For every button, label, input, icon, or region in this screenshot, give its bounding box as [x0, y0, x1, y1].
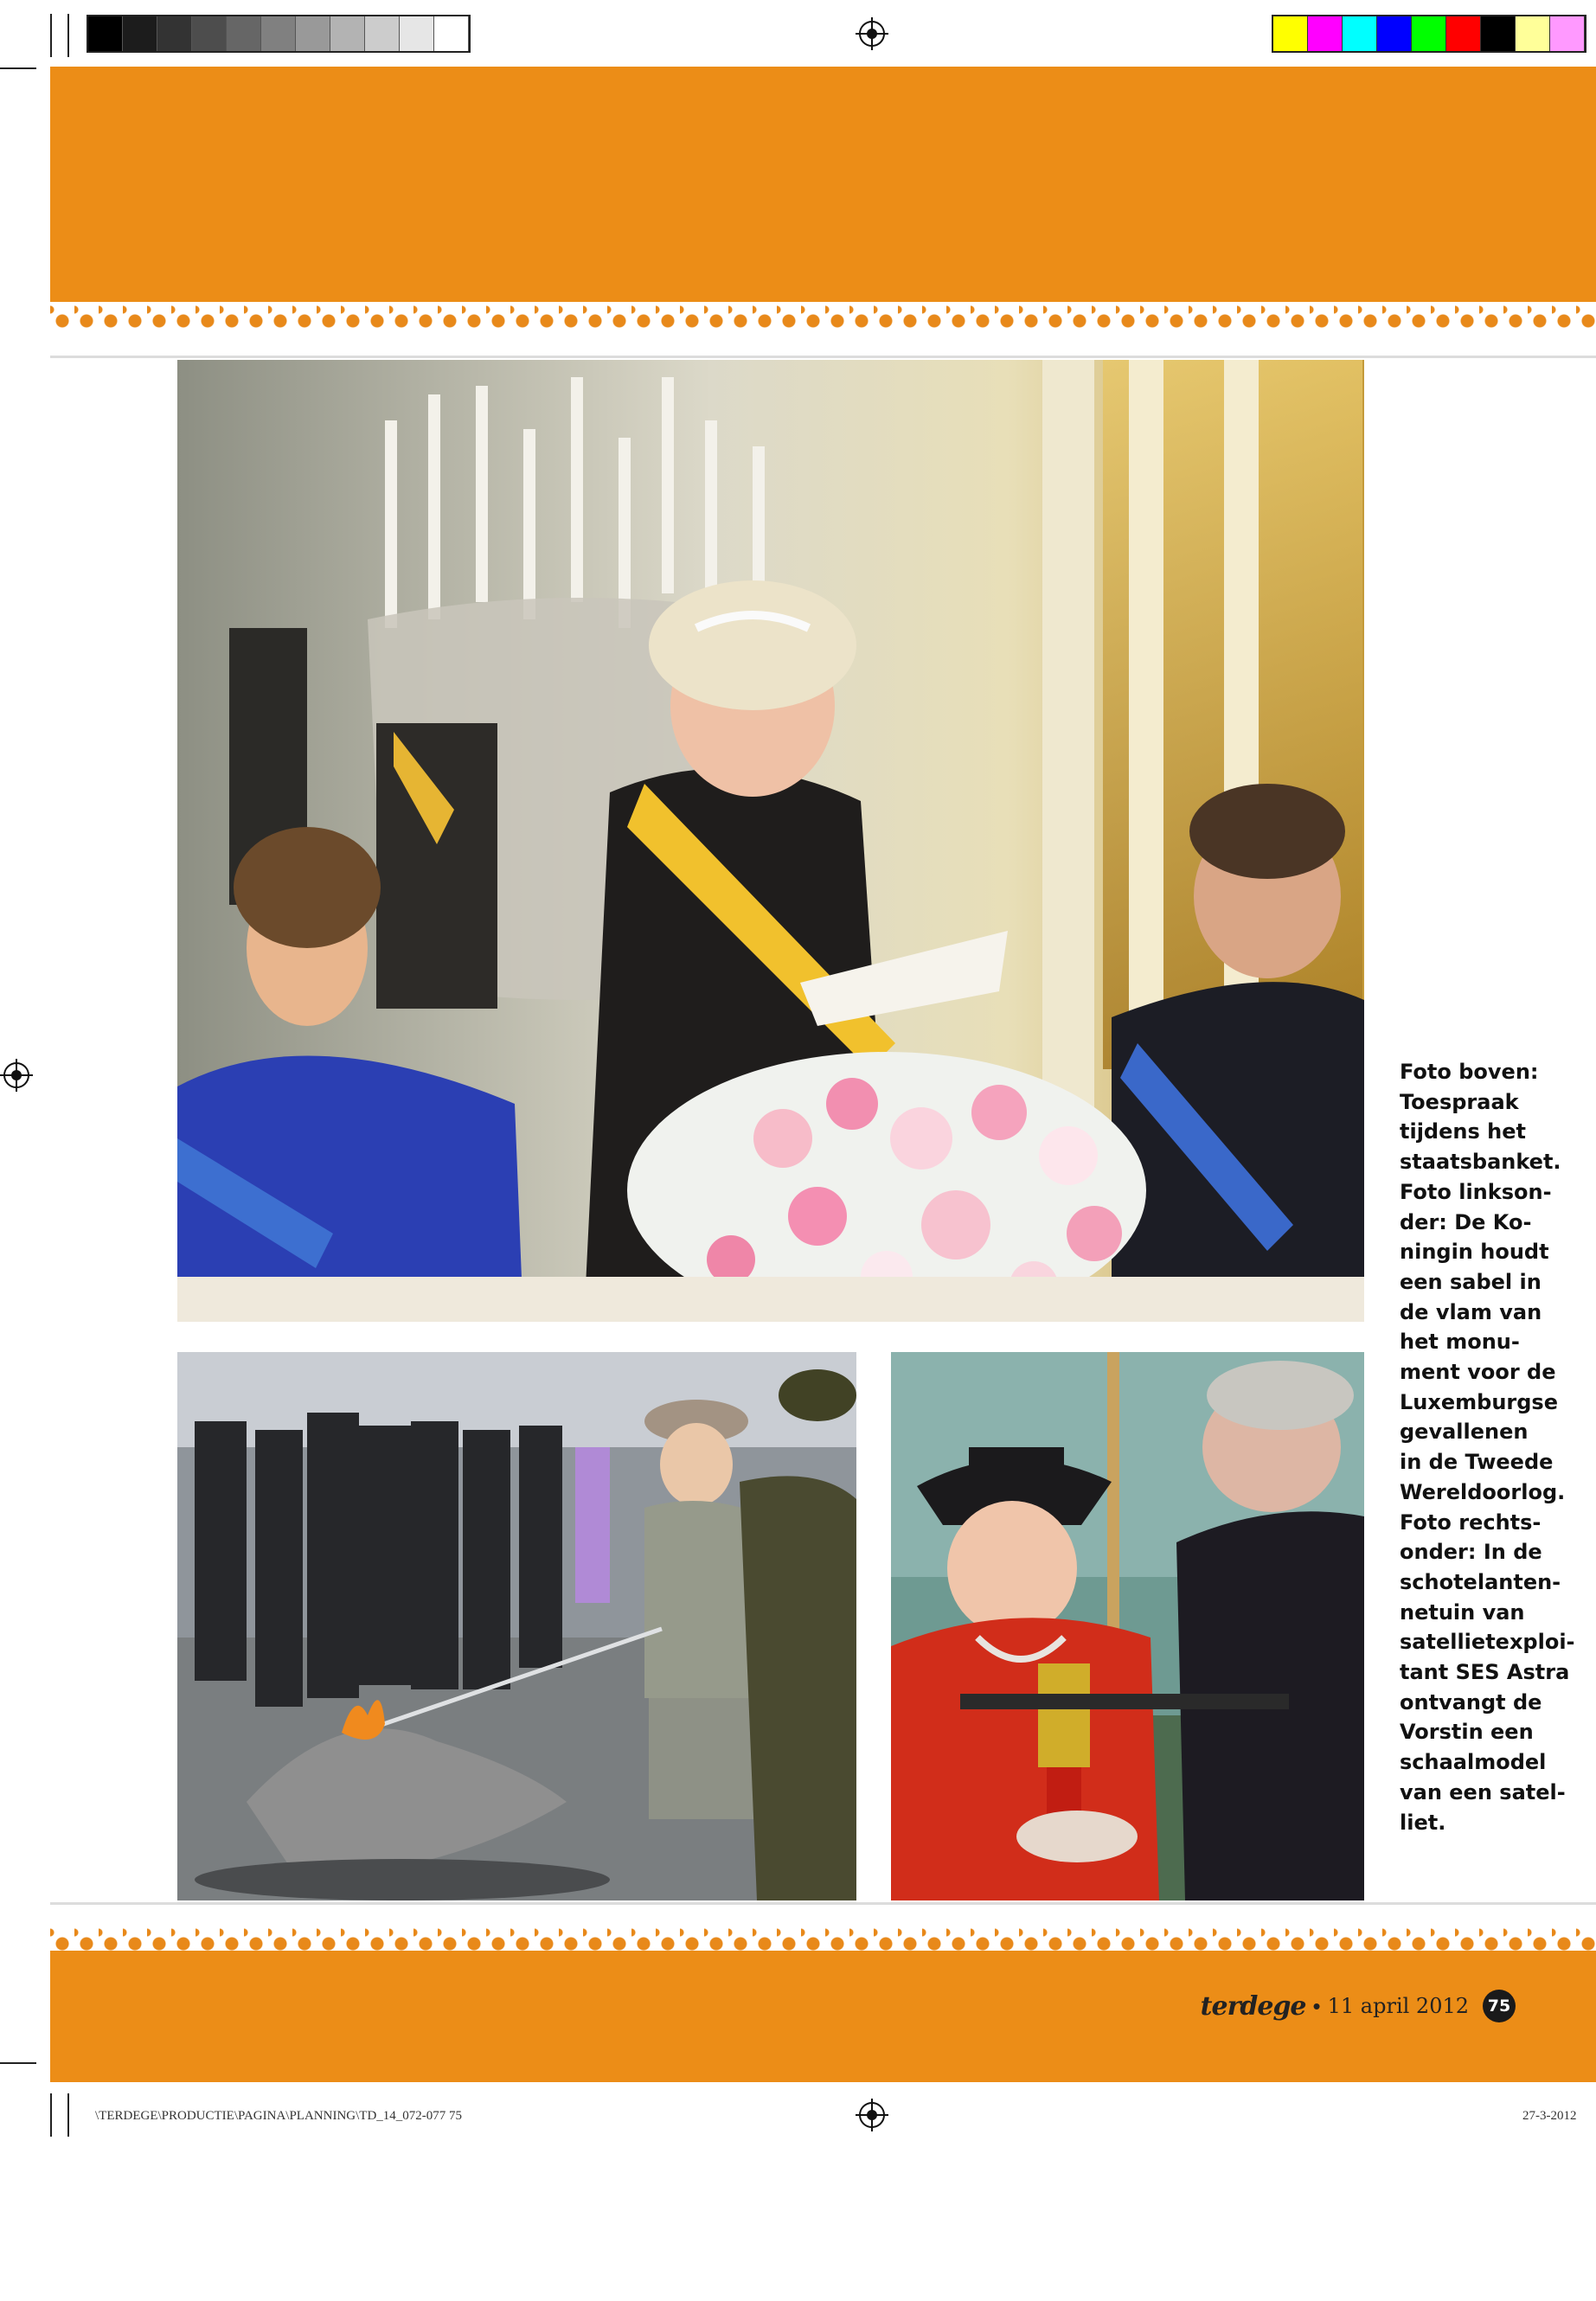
- crop-mark: [67, 14, 69, 57]
- gray-swatch: [227, 16, 261, 51]
- color-swatch: [1308, 16, 1343, 51]
- color-swatch: [1273, 16, 1308, 51]
- satellite-model-photo-icon: [891, 1352, 1364, 1900]
- gray-swatch: [157, 16, 192, 51]
- registration-mark-icon: [3, 1062, 29, 1088]
- color-swatch: [1481, 16, 1516, 51]
- caption-line: Foto boven:: [1400, 1060, 1539, 1084]
- caption-line: der: De Ko-: [1400, 1209, 1532, 1234]
- gray-swatch: [88, 16, 123, 51]
- slug-file-path: \TERDEGE\PRODUCTIE\PAGINA\PLANNING\TD_14_072-077 75: [95, 2109, 463, 2123]
- state-banquet-photo-icon: [177, 360, 1364, 1322]
- crop-mark: [50, 2093, 52, 2137]
- photo-top-state-banquet: [177, 360, 1364, 1322]
- top-divider-rule: [50, 356, 1596, 358]
- color-swatch: [1446, 16, 1481, 51]
- color-swatch: [1412, 16, 1446, 51]
- crop-mark: [0, 2062, 36, 2064]
- caption-line: staatsbanket.: [1400, 1150, 1561, 1175]
- color-swatch: [1343, 16, 1377, 51]
- gray-swatch: [123, 16, 157, 51]
- gray-swatch: [296, 16, 330, 51]
- magazine-name: terdege: [1200, 1990, 1306, 2022]
- top-orange-band: [50, 67, 1596, 302]
- caption-line: het monu-: [1400, 1330, 1520, 1355]
- caption-line: schotelanten-: [1400, 1569, 1561, 1594]
- caption-line: onder: In de: [1400, 1540, 1542, 1565]
- grayscale-calibration-strip: [87, 15, 471, 53]
- gray-swatch: [400, 16, 434, 51]
- caption-line: Vorstin een: [1400, 1720, 1534, 1745]
- caption-line: Foto rechts-: [1400, 1509, 1542, 1535]
- footer-bullet: •: [1312, 1992, 1321, 2019]
- gray-swatch: [330, 16, 365, 51]
- caption-line: Foto linkson-: [1400, 1179, 1552, 1204]
- color-swatch: [1516, 16, 1550, 51]
- registration-mark-icon: [859, 21, 885, 47]
- crop-mark: [0, 67, 36, 69]
- footer-brand: [1201, 1987, 1516, 2025]
- caption-line: Luxemburgse: [1400, 1389, 1558, 1414]
- photo-bottom-right-satellite: [891, 1352, 1364, 1900]
- monument-flame-photo-icon: [177, 1352, 856, 1900]
- top-dotted-border: [50, 302, 1596, 328]
- gray-swatch: [261, 16, 296, 51]
- color-swatch: [1550, 16, 1585, 51]
- caption-line: schaalmodel: [1400, 1750, 1547, 1775]
- caption-line: tijdens het: [1400, 1119, 1526, 1144]
- bottom-divider-rule: [50, 1902, 1596, 1905]
- gray-swatch: [192, 16, 227, 51]
- crop-mark: [50, 14, 52, 57]
- caption-line: in de Tweede: [1400, 1450, 1554, 1475]
- caption-line: de vlam van: [1400, 1299, 1542, 1324]
- caption-line: ningin houdt: [1400, 1240, 1549, 1265]
- caption-line: Wereldoorlog.: [1400, 1479, 1566, 1504]
- caption-line: gevallenen: [1400, 1420, 1529, 1445]
- slug-date: 27-3-2012: [1522, 2109, 1577, 2123]
- issue-date: 11 april 2012: [1327, 1994, 1469, 2018]
- photo-caption: [1400, 1057, 1586, 1837]
- page-number-badge: 75: [1483, 1990, 1516, 2022]
- registration-mark-icon: [859, 2102, 885, 2128]
- caption-line: van een satel-: [1400, 1779, 1566, 1804]
- photo-bottom-left-monument: [177, 1352, 856, 1900]
- caption-line: tant SES Astra: [1400, 1660, 1570, 1685]
- gray-swatch: [365, 16, 400, 51]
- caption-line: Toespraak: [1400, 1089, 1519, 1114]
- caption-line: ontvangt de: [1400, 1689, 1542, 1715]
- color-swatch: [1377, 16, 1412, 51]
- caption-line: een sabel in: [1400, 1269, 1542, 1294]
- bottom-dotted-border: [50, 1925, 1596, 1951]
- color-calibration-strip: [1272, 15, 1586, 53]
- caption-line: liet.: [1400, 1810, 1446, 1835]
- caption-line: ment voor de: [1400, 1360, 1556, 1385]
- crop-mark: [67, 2093, 69, 2137]
- caption-line: netuin van: [1400, 1599, 1525, 1625]
- caption-line: satellietexploi-: [1400, 1630, 1575, 1655]
- gray-swatch: [434, 16, 469, 51]
